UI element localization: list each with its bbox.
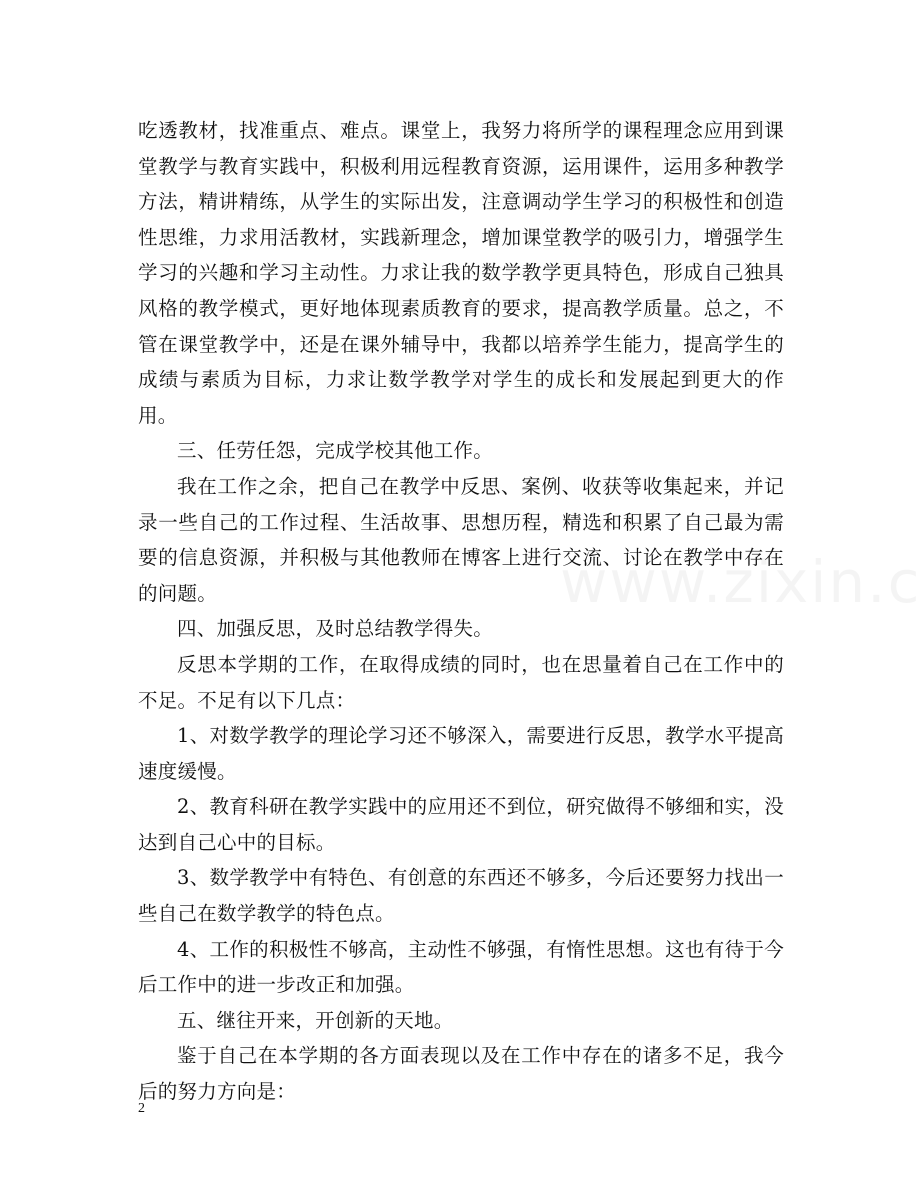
paragraph: 反思本学期的工作，在取得成绩的同时，也在思量着自己在工作中的不足。不足有以下几点：	[138, 652, 784, 712]
list-item-4: 4、工作的积极性不够高，主动性不够强，有惰性思想。这也有待于今后工作中的进一步改正和加强。	[138, 937, 784, 997]
section-heading-three: 三、任劳任怨，完成学校其他工作。	[177, 439, 494, 463]
paragraph: 我在工作之余，把自己在教学中反思、案例、收获等收集起来，并记录一些自己的工作过程、生活故事、思想历程，精选和积累了自己最为需要的信息资源，并积极与其他教师在博客上进行交流、讨论在教学中存在的问题。	[138, 474, 784, 605]
list-item-3: 3、数学教学中有特色、有创意的东西还不够多，今后还要努力找出一些自己在数学教学的特色点。	[138, 866, 784, 926]
body-text	[138, 113, 784, 1110]
paragraph-continuation: 吃透教材，找准重点、难点。课堂上，我努力将所学的课程理念应用到课堂教学与教育实践中，积极利用远程教育资源，运用课件，运用多种教学方法，精讲精练，从学生的实际出发，注意调动学生学习的积极性和创造性思维，力求用活教材，实践新理念，增加课堂教学的吸引力，增强学生学习的兴趣和学习主动性。力求让我的数学教学更具特色，形成自己独具风格的教学模式，更好地体现素质教育的要求，提高教学质量。总之，不管在课堂教学中，还是在课外辅导中，我都以培养学生能力，提高学生的成绩与素质为目标，力求让数学教学对学生的成长和发展起到更大的作用。	[138, 119, 784, 427]
section-heading-five: 五、继往开来，开创新的天地。	[177, 1008, 454, 1032]
section-heading-four: 四、加强反思，及时总结教学得失。	[177, 617, 494, 641]
list-item-1: 1、对数学教学的理论学习还不够深入，需要进行反思，教学水平提高速度缓慢。	[138, 724, 784, 783]
page-number: 2	[138, 1101, 145, 1116]
list-item-2: 2、教育科研在教学实践中的应用还不到位，研究做得不够细和实，没达到自己心中的目标。	[138, 795, 784, 854]
paragraph: 鉴于自己在本学期的各方面表现以及在工作中存在的诸多不足，我今后的努力方向是：	[138, 1044, 784, 1104]
